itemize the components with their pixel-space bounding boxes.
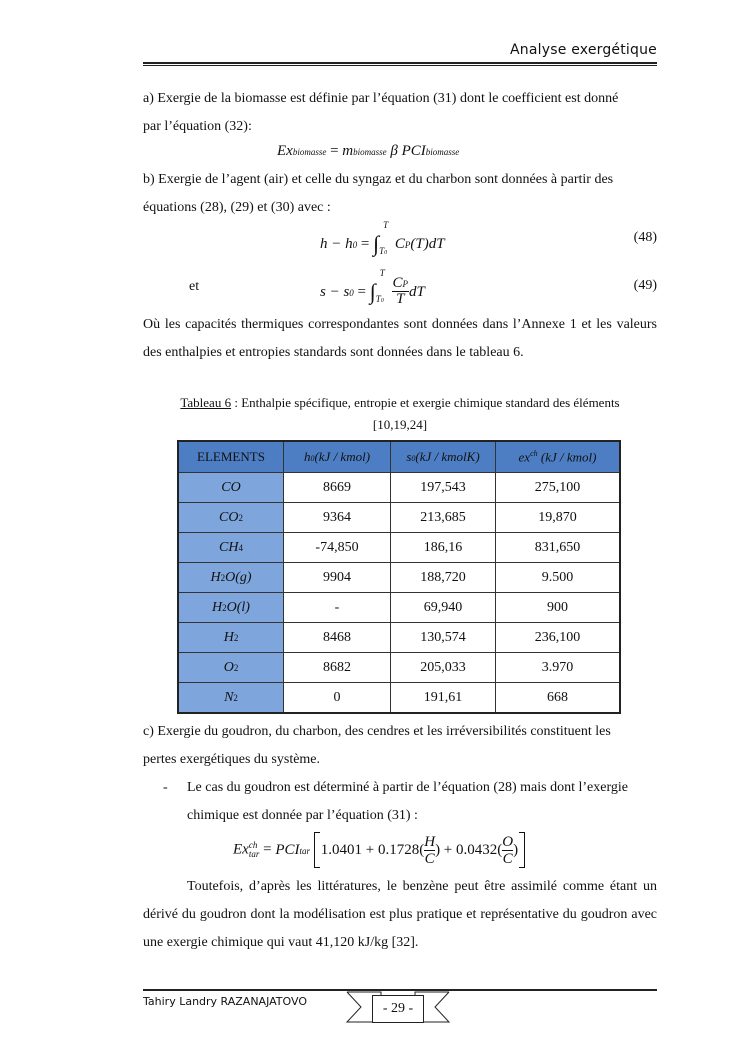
paragraph-ou: Où les capacités thermiques correspondantes sont données dans l’Annexe 1 et les valeurs des enthalpies et entropies standards sont données dans le tableau 6.	[143, 317, 657, 360]
paragraph-final: Toutefois, d’après les littératures, le benzène peut être assimilé comme étant un dérivé du goudron dont la modélisation est plus pratique et représentative du goudron avec une exergie chimique qui vaut 41,120 kJ/kg [32].	[143, 879, 657, 950]
h0-cell: 9904	[284, 563, 391, 593]
s0-cell: 213,685	[391, 503, 496, 533]
exch-cell: 831,650	[496, 533, 621, 563]
h0-cell: 8468	[284, 623, 391, 653]
bullet-line1: Le cas du goudron est déterminé à partir de l’équation (28) mais dont l’exergie	[187, 780, 628, 795]
element-cell: CO	[178, 473, 284, 503]
exch-cell: 3.970	[496, 653, 621, 683]
h0-cell: -	[284, 593, 391, 623]
element-cell: O2	[178, 653, 284, 683]
header-elements: ELEMENTS	[178, 441, 284, 473]
table-row	[178, 503, 620, 533]
s0-cell: 197,543	[391, 473, 496, 503]
s0-cell: 130,574	[391, 623, 496, 653]
exch-cell: 275,100	[496, 473, 621, 503]
h0-cell: 0	[284, 683, 391, 714]
table-row	[178, 653, 620, 683]
et-label: et	[189, 279, 200, 294]
table-header-row	[178, 441, 620, 473]
paragraph-a	[143, 85, 657, 141]
bullet-line2: chimique est donnée par l’équation (31) :	[187, 808, 418, 823]
element-cell: CO2	[178, 503, 284, 533]
equation-48: h − h0 = ∫ T T0 CP(T)dT	[320, 220, 445, 256]
header-h0: h0(kJ / kmol)	[284, 441, 391, 473]
equation-48-number: (48)	[633, 230, 657, 245]
paragraph-c-line1: c) Exergie du goudron, du charbon, des cendres et les irréversibilités constituent les	[143, 724, 611, 739]
s0-cell: 205,033	[391, 653, 496, 683]
header-exch: $ex^{ch}$ (kJ / kmol)	[496, 441, 621, 473]
running-header: Analyse exergétique	[510, 42, 657, 58]
exch-cell: 900	[496, 593, 621, 623]
paragraph-b-line2: équations (28), (29) et (30) avec :	[143, 200, 331, 215]
table-caption-label: Tableau 6	[180, 395, 232, 410]
bullet-text	[187, 774, 657, 830]
equation-tar: Ex ch tar = PCItar 1.0401 + 0.1728( $\frac{H}{C}$ ) + 0.0432( $\frac{O}{C}$ )	[233, 832, 525, 868]
s0-cell: 191,61	[391, 683, 496, 714]
h0-cell: 8682	[284, 653, 391, 683]
paragraph-a-line2: par l’équation (32):	[143, 119, 252, 134]
exch-cell: 236,100	[496, 623, 621, 653]
exch-cell: 668	[496, 683, 621, 714]
table-row	[178, 473, 620, 503]
thermo-table	[177, 440, 621, 714]
exch-cell: 19,870	[496, 503, 621, 533]
s0-cell: 69,940	[391, 593, 496, 623]
table-row	[178, 683, 620, 714]
paragraph-c	[143, 718, 657, 774]
table-row	[178, 593, 620, 623]
table-caption	[143, 392, 657, 436]
page-number: - 29 -	[372, 995, 424, 1023]
h0-cell: 8669	[284, 473, 391, 503]
element-cell: H2O(l)	[178, 593, 284, 623]
element-cell: N2	[178, 683, 284, 714]
table-caption-text: : Enthalpie spécifique, entropie et exergie chimique standard des éléments	[231, 395, 620, 410]
exch-cell: 9.500	[496, 563, 621, 593]
paragraph-c-line2: pertes exergétiques du système.	[143, 752, 321, 767]
header-rule-thin	[143, 65, 657, 66]
s0-cell: 186,16	[391, 533, 496, 563]
bullet-dash: -	[163, 780, 168, 795]
table-caption-refs: [10,19,24]	[372, 417, 428, 432]
h0-cell: 9364	[284, 503, 391, 533]
element-cell: CH4	[178, 533, 284, 563]
table-row	[178, 563, 620, 593]
header-s0: s0(kJ / kmolK)	[391, 441, 496, 473]
header-rule	[143, 62, 657, 64]
paragraph-b-line1: b) Exergie de l’agent (air) et celle du syngaz et du charbon sont données à partir des	[143, 172, 614, 187]
paragraph-a-line1: a) Exergie de la biomasse est définie par l’équation (31) dont le coefficient est donné	[143, 91, 619, 106]
equation-49: s − s0 = ∫ T T0 $\frac{CP}{T}$ dT	[320, 268, 425, 307]
h0-cell: -74,850	[284, 533, 391, 563]
equation-49-number: (49)	[633, 278, 657, 293]
footer-author: Tahiry Landry RAZANAJATOVO	[143, 995, 307, 1008]
equation-biomass: Exbiomasse = mbiomasse β PCIbiomasse	[277, 143, 460, 159]
table-row	[178, 623, 620, 653]
paragraph-b	[143, 166, 657, 222]
element-cell: H2	[178, 623, 284, 653]
s0-cell: 188,720	[391, 563, 496, 593]
element-cell: H2O(g)	[178, 563, 284, 593]
table-row	[178, 533, 620, 563]
